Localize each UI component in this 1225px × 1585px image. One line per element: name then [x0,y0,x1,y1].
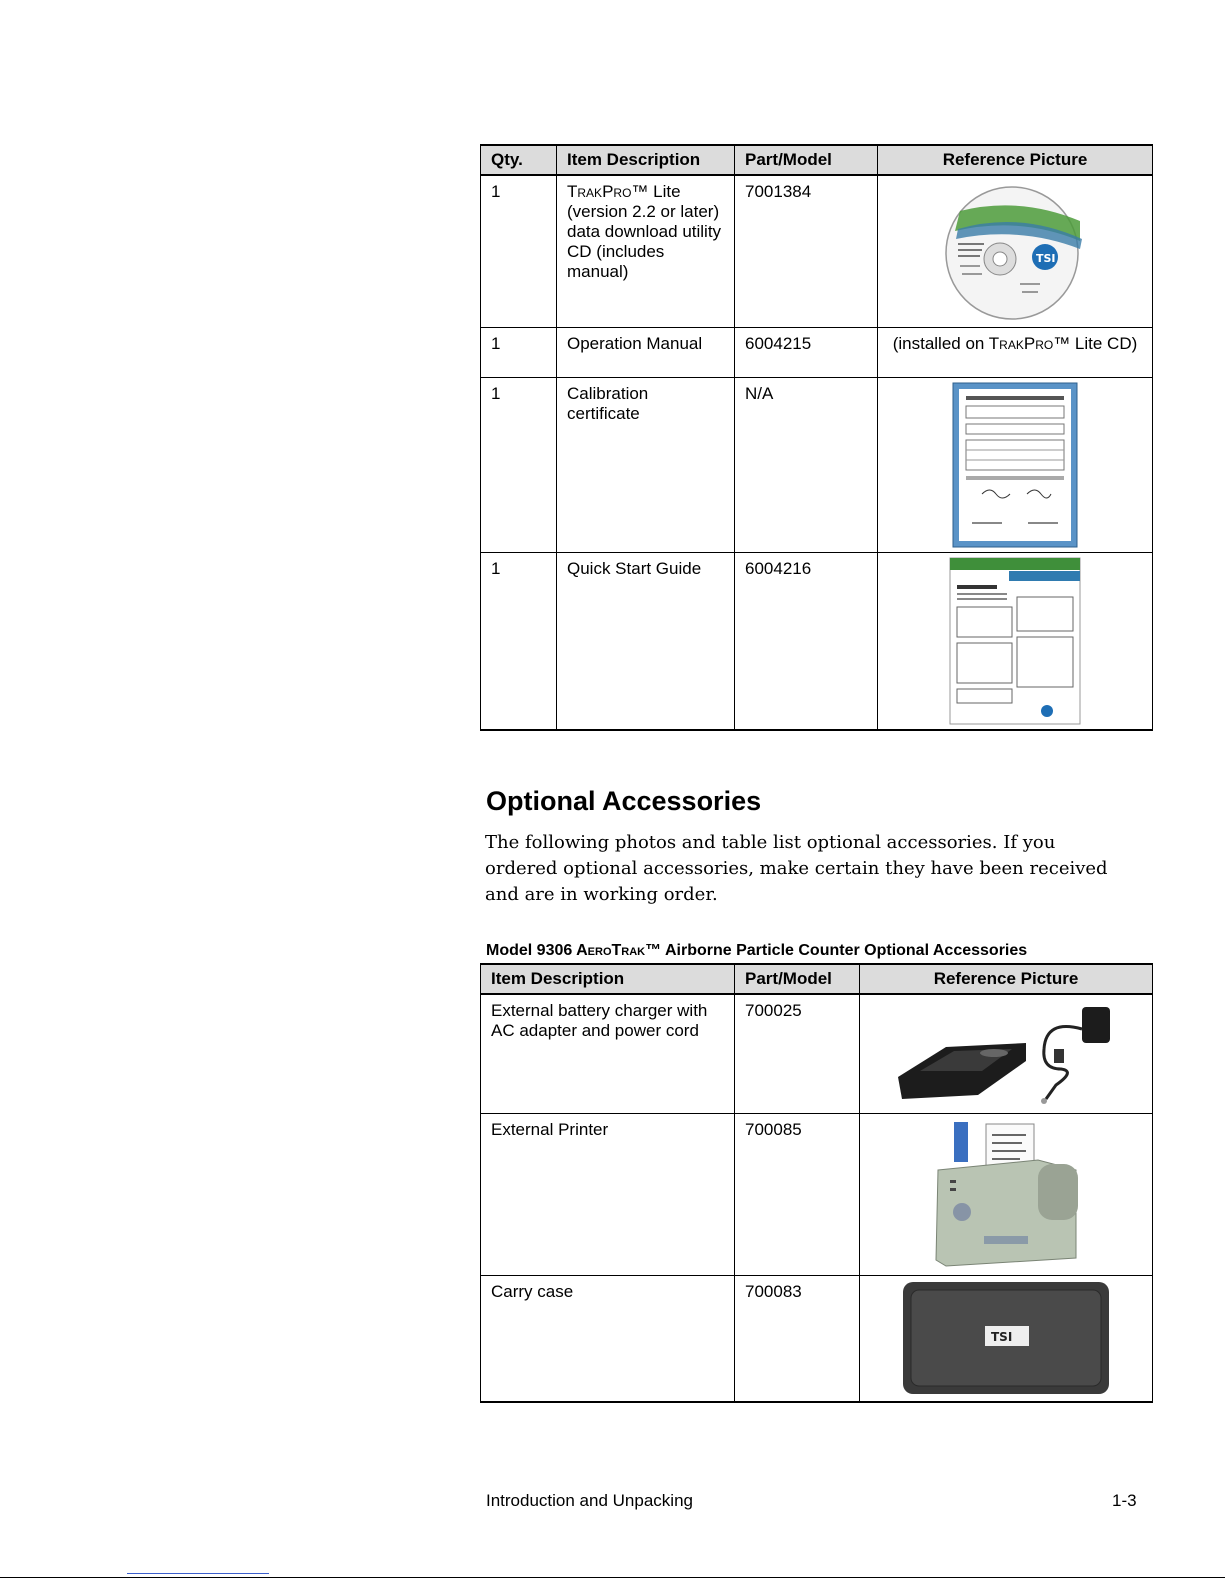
header-item-description: Item Description [481,964,735,994]
svg-text:TSI: TSI [991,1330,1013,1345]
included-items-table [480,144,1153,731]
table-header-row [481,964,1153,994]
page-bottom-rule [0,1577,1225,1578]
battery-charger-image [860,994,1153,1114]
part-cell: 6004216 [735,552,878,730]
qty-cell: 1 [481,175,557,327]
table-row [481,994,1153,1114]
part-cell: 7001384 [735,175,878,327]
part-cell: 700025 [735,994,860,1114]
header-item-description: Item Description [557,145,735,175]
header-part-model: Part/Model [735,145,878,175]
part-cell: N/A [735,377,878,552]
description-cell: Operation Manual [557,327,735,377]
table-row [481,327,1153,377]
header-reference-picture: Reference Picture [878,145,1153,175]
footer-page-number: 1-3 [1112,1491,1137,1510]
link-underline [127,1573,269,1574]
table-header-row [481,145,1153,175]
part-cell: 700083 [735,1276,860,1402]
calibration-certificate-image [878,377,1153,552]
section-body: The following photos and table list optional accessories. If you ordered optional accessories, make certain they have been received and are in working order. [485,832,1108,905]
table-row [481,175,1153,327]
table-row [481,1276,1153,1402]
quick-start-guide-image [878,552,1153,730]
description-cell: Calibration certificate [557,377,735,552]
section-heading: Optional Accessories [486,786,762,816]
footer-chapter-title: Introduction and Unpacking [486,1491,693,1510]
description-cell: TrakPro™ Lite (version 2.2 or later) data download utility CD (includes manual) [557,175,735,327]
table-row [481,1114,1153,1276]
external-printer-image [860,1114,1153,1276]
part-cell: 6004215 [735,327,878,377]
table-row [481,552,1153,730]
table-row [481,377,1153,552]
carry-case-image [860,1276,1153,1402]
header-reference-picture: Reference Picture [860,964,1153,994]
part-cell: 700085 [735,1114,860,1276]
description-cell: External battery charger with AC adapter and power cord [481,994,735,1114]
svg-text:TSI: TSI [1036,252,1056,266]
qty-cell: 1 [481,552,557,730]
reference-picture-note: (installed on TrakPro™ Lite CD) [878,327,1153,377]
header-part-model: Part/Model [735,964,860,994]
qty-cell: 1 [481,377,557,552]
description-cell: Quick Start Guide [557,552,735,730]
trakpro-cd-image [878,175,1153,327]
description-cell: Carry case [481,1276,735,1402]
header-qty: Qty. [481,145,557,175]
optional-accessories-table [480,963,1153,1403]
qty-cell: 1 [481,327,557,377]
description-cell: External Printer [481,1114,735,1276]
table-caption: Model 9306 AeroTrak™ Airborne Particle Counter Optional Accessories [486,942,1028,959]
